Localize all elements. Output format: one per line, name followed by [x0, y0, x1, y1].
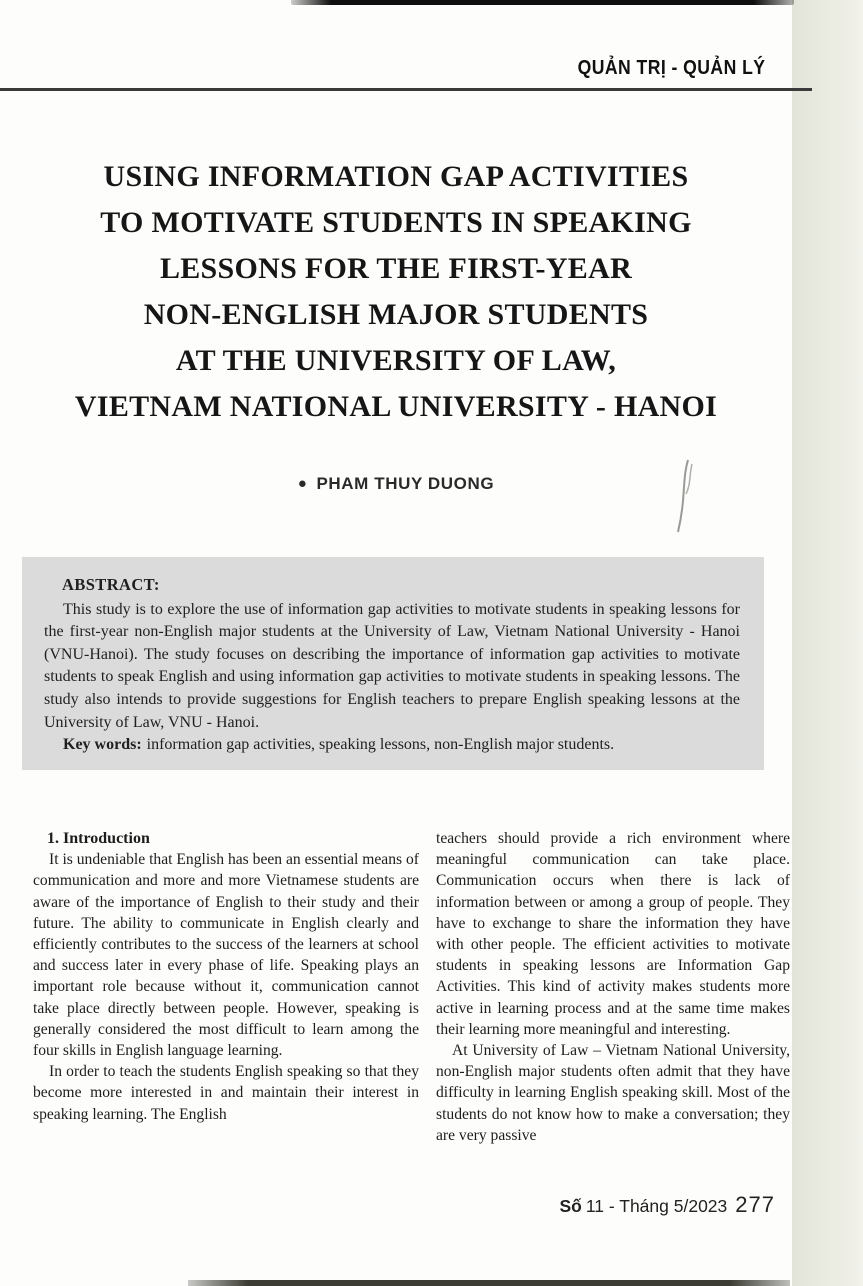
abstract-body: This study is to explore the use of information gap activities to motivate students in speaking lessons for the first-year non-English major students at the University of Law, Vietnam National University - Hanoi (VNU-Hanoi). The study focuses on describing the importance of information gap activities to motivate students to speak English and using information gap activities to motivate students in speaking lessons. The study also intends to provide suggestions for English teachers to prepare English speaking lessons at the University of Law, VNU - Hanoi. — [44, 600, 740, 731]
right-column — [436, 828, 790, 1146]
header-rule — [0, 88, 812, 91]
abstract-box — [22, 557, 764, 770]
paragraph: It is undeniable that English has been an essential means of communication and more and more Vietnamese students are aware of the importance of English to their study and their future. The ability to communicate in English clearly and efficiently contributes to the success of the learners at school and success later in every phase of life. Speaking plays an important role because without it, communication cannot take place directly between people. However, speaking is generally considered the most difficult to learn among the four skills in English language learning. — [33, 851, 419, 1060]
footer-issue-label: Số — [559, 1196, 582, 1216]
footer-page-number: 277 — [735, 1192, 775, 1217]
footer-issue-text: 11 - Tháng 5/2023 — [585, 1196, 728, 1216]
scan-artifact-top-bar — [291, 0, 794, 5]
author-bullet-icon: ● — [297, 475, 308, 492]
author-name: PHAM THUY DUONG — [316, 474, 495, 493]
scanned-page-edge-strip — [792, 0, 863, 1286]
page-footer — [0, 1192, 775, 1218]
scan-artifact-bottom-bar — [188, 1280, 790, 1286]
article-title-line: TO MOTIVATE STUDENTS IN SPEAKING — [100, 206, 692, 239]
body-columns — [33, 828, 790, 1146]
abstract-heading: ABSTRACT: — [62, 575, 160, 594]
paragraph: teachers should provide a rich environment where meaningful communication can take place. Communication occurs when there is lack of information between or among a group of people. They have to exchange to share the information they have with other people. The efficient activities to motivate students in speaking lessons are Information Gap Activities. This kind of activity makes students more active in learning process and at the same time makes their learning more meaningful and interesting. — [436, 830, 790, 1038]
section-heading-introduction: 1. Introduction — [47, 830, 150, 847]
left-column — [33, 828, 419, 1146]
keywords-label: Key words: — [63, 736, 142, 754]
article-title-line: VIETNAM NATIONAL UNIVERSITY - HANOI — [74, 390, 718, 423]
abstract-keywords — [44, 734, 740, 757]
pen-mark-artifact — [668, 458, 702, 536]
keywords-text: information gap activities, speaking lessons, non-English major students. — [146, 736, 615, 754]
article-title-line: AT THE UNIVERSITY OF LAW, — [175, 344, 617, 377]
article-title-line: USING INFORMATION GAP ACTIVITIES — [103, 160, 689, 193]
paragraph: In order to teach the students English speaking so that they become more interested in and maintain their interest in speaking learning. The English — [33, 1063, 419, 1123]
article-title-line: LESSONS FOR THE FIRST-YEAR — [159, 252, 633, 285]
journal-section-label: QUẢN TRỊ - QUẢN LÝ — [577, 57, 765, 79]
paragraph: At University of Law – Vietnam National University, non-English major students often admit that they have difficulty in learning English speaking skill. Most of the students do not know how to make a conversation; they are very passive — [436, 1042, 790, 1144]
article-title — [0, 154, 792, 430]
article-title-line: NON-ENGLISH MAJOR STUDENTS — [143, 298, 649, 331]
